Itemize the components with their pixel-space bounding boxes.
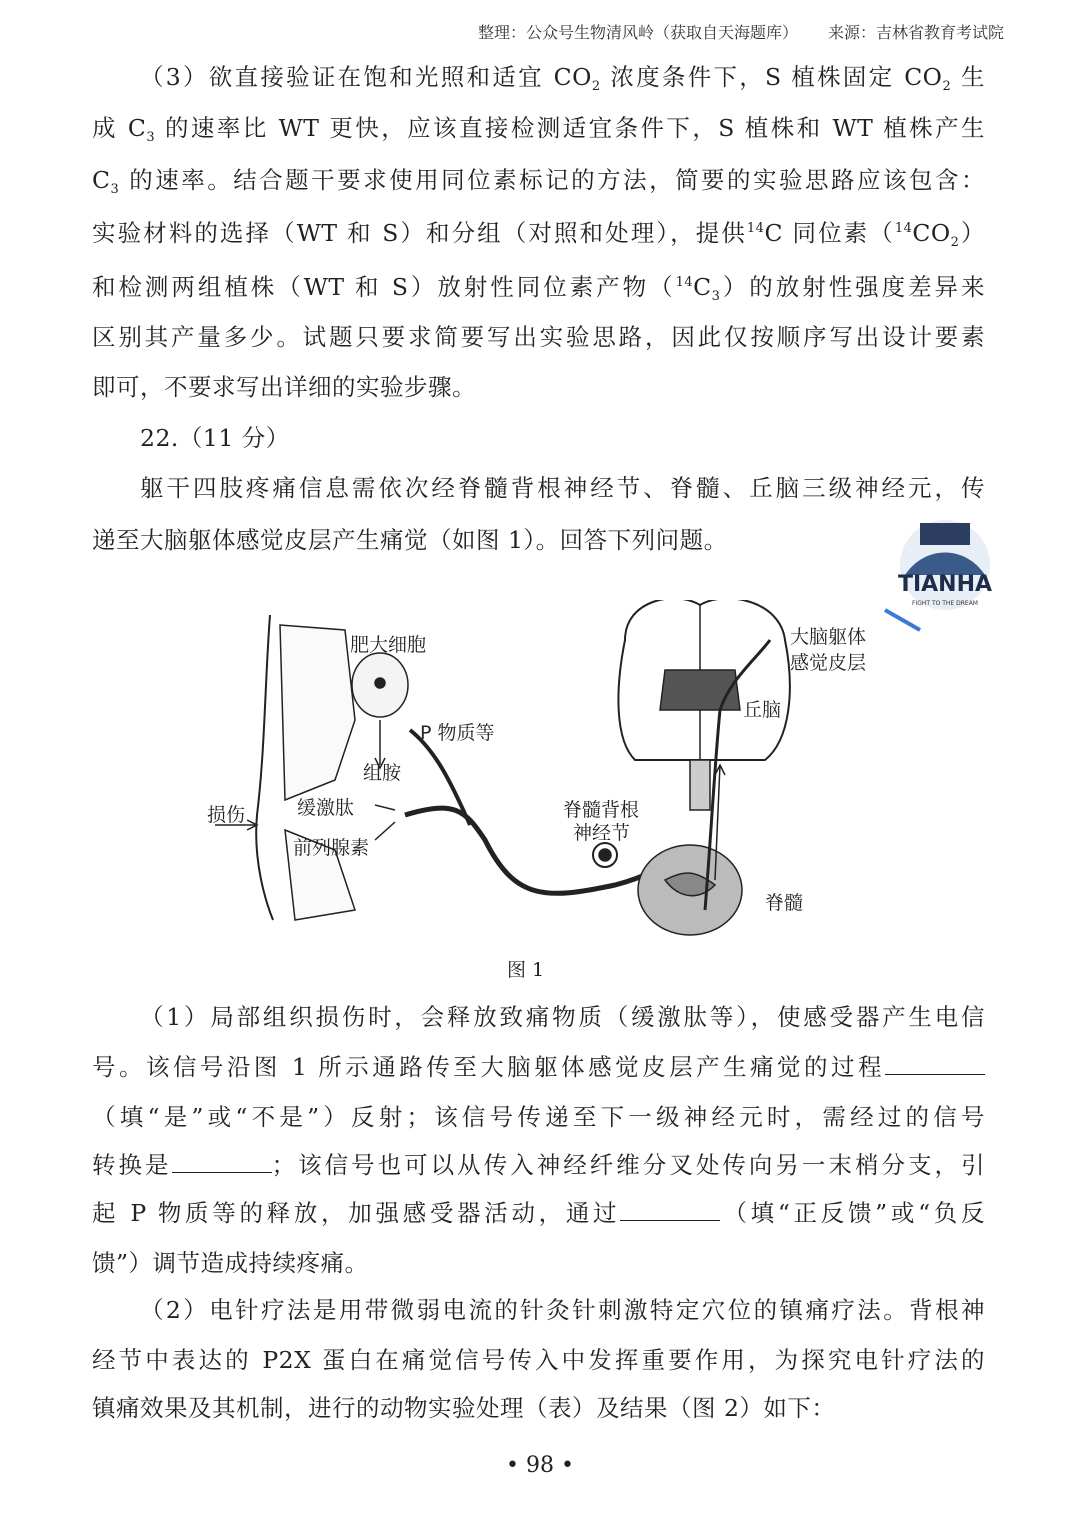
label-spinal-cord: 脊髓 xyxy=(765,892,804,914)
label-mast-cell: 肥大细胞 xyxy=(350,634,427,656)
label-drg-2: 神经节 xyxy=(573,822,631,844)
text-segment: 起 P 物质等的释放，加强感受器活动，通过 xyxy=(92,1199,621,1227)
text-segment: C xyxy=(92,166,111,194)
text-segment: C 同位素（ xyxy=(764,219,895,247)
label-injury: 损伤 xyxy=(207,804,246,826)
label-thalamus: 丘脑 xyxy=(743,699,782,721)
text-sub: 2 xyxy=(942,79,952,94)
text-line xyxy=(92,317,985,357)
text-segment: 号。该信号沿图 1 所示通路传至大脑躯体感觉皮层产生痛觉的过程 xyxy=(92,1053,885,1081)
text-sup: 14 xyxy=(746,221,765,236)
text-segment: 即可，不要求写出详细的实验步骤。 xyxy=(92,373,476,401)
text-sub: 2 xyxy=(950,235,960,250)
page-number: • 98 • xyxy=(506,1453,574,1478)
text-sub: 3 xyxy=(146,130,156,145)
text-segment: 区别其产量多少。试题只要求简要写出实验思路，因此仅按顺序写出设计要素 xyxy=(92,323,985,351)
text-segment: C xyxy=(693,273,712,301)
text-line xyxy=(92,160,985,200)
text-segment: （2）电针疗法是用带微弱电流的针灸针刺激特定穴位的镇痛疗法。背根神 xyxy=(140,1296,985,1324)
text-segment: 递至大脑躯体感觉皮层产生痛觉（如图 1）。回答下列问题。 xyxy=(92,526,728,554)
text-segment: 经节中表达的 P2X 蛋白在痛觉信号传入中发挥重要作用，为探究电针疗法的 xyxy=(92,1346,985,1374)
text-segment: 实验材料的选择（WT 和 S）和分组（对照和处理），提供 xyxy=(92,219,747,247)
text-line xyxy=(140,997,985,1037)
label-drg-1: 脊髓背根 xyxy=(563,799,640,821)
text-line xyxy=(92,1243,985,1283)
label-cortex-2: 感觉皮层 xyxy=(790,652,867,674)
text-segment: 22.（11 分） xyxy=(140,424,290,452)
label-histamine: 组胺 xyxy=(363,762,402,784)
text-line xyxy=(140,468,985,508)
figure-1-pain-pathway xyxy=(195,600,895,940)
text-line xyxy=(92,213,985,253)
text-segment: 的速率比 WT 更快，应该直接检测适宜条件下，S 植株和 WT 植株产生 xyxy=(155,114,985,142)
label-bradykinin: 缓激肽 xyxy=(297,797,355,819)
text-segment: 的速率。结合题干要求使用同位素标记的方法，简要的实验思路应该包含： xyxy=(119,166,985,194)
label-cortex-1: 大脑躯体 xyxy=(790,626,867,648)
text-line xyxy=(92,267,985,307)
header-source: 来源：吉林省教育考试院 xyxy=(828,23,1005,42)
page-header xyxy=(478,20,1004,43)
text-segment: 浓度条件下，S 植株固定 CO xyxy=(600,63,943,91)
text-segment: （填“是”或“不是”）反射；该信号传递至下一级神经元时，需经过的信号 xyxy=(92,1103,985,1131)
label-prostaglandin: 前列腺素 xyxy=(293,837,370,859)
text-segment: CO xyxy=(912,219,951,247)
text-line xyxy=(92,1097,985,1137)
text-segment: 转换是 xyxy=(92,1151,172,1179)
text-line xyxy=(92,520,985,560)
text-segment: （填“正反馈”或“负反 xyxy=(720,1199,985,1227)
text-segment: 镇痛效果及其机制，进行的动物实验处理（表）及结果（图 2）如下： xyxy=(92,1394,836,1422)
tissue-cells-icon xyxy=(280,625,355,920)
text-line xyxy=(140,418,985,458)
answer-blank[interactable] xyxy=(620,1194,720,1221)
svg-text:FIGHT TO THE DREAM: FIGHT TO THE DREAM xyxy=(912,600,978,607)
text-segment: （1）局部组织损伤时，会释放致痛物质（缓激肽等），使感受器产生电信 xyxy=(140,1003,985,1031)
svg-text:TIANHA: TIANHA xyxy=(897,572,993,597)
text-segment: 生 xyxy=(951,63,985,91)
answer-blank[interactable] xyxy=(172,1146,272,1173)
text-line xyxy=(92,1145,985,1185)
text-segment: （3）欲直接验证在饱和光照和适宜 CO xyxy=(140,63,592,91)
text-line xyxy=(92,1340,985,1380)
figure-caption: 图 1 xyxy=(507,959,545,981)
text-line xyxy=(92,1193,985,1233)
text-segment: 和检测两组植株（WT 和 S）放射性同位素产物（ xyxy=(92,273,676,301)
watermark-logo xyxy=(880,505,1010,635)
label-substance-p: P 物质等 xyxy=(420,722,495,744)
text-segment: 成 C xyxy=(92,114,147,142)
text-segment: ）的放射性强度差异来 xyxy=(720,273,986,301)
text-line xyxy=(140,1290,985,1330)
header-compiler: 整理：公众号生物清风岭（获取自天海题库） xyxy=(478,23,799,42)
text-segment: 躯干四肢疼痛信息需依次经脊髓背根神经节、脊髓、丘脑三级神经元，传 xyxy=(140,474,985,502)
text-sub: 2 xyxy=(591,79,601,94)
text-segment: ；该信号也可以从传入神经纤维分叉处传向另一末梢分支，引 xyxy=(271,1151,986,1179)
text-sub: 3 xyxy=(711,289,721,304)
text-line xyxy=(92,367,985,407)
text-segment: ） xyxy=(959,219,985,247)
text-line xyxy=(92,1047,985,1087)
text-sup: 14 xyxy=(894,221,913,236)
text-line xyxy=(92,108,985,148)
text-line xyxy=(140,57,985,97)
text-sup: 14 xyxy=(675,275,694,290)
text-line xyxy=(92,1388,985,1428)
text-sub: 3 xyxy=(110,182,120,197)
text-segment: 馈”）调节造成持续疼痛。 xyxy=(92,1249,369,1277)
answer-blank[interactable] xyxy=(885,1048,985,1075)
